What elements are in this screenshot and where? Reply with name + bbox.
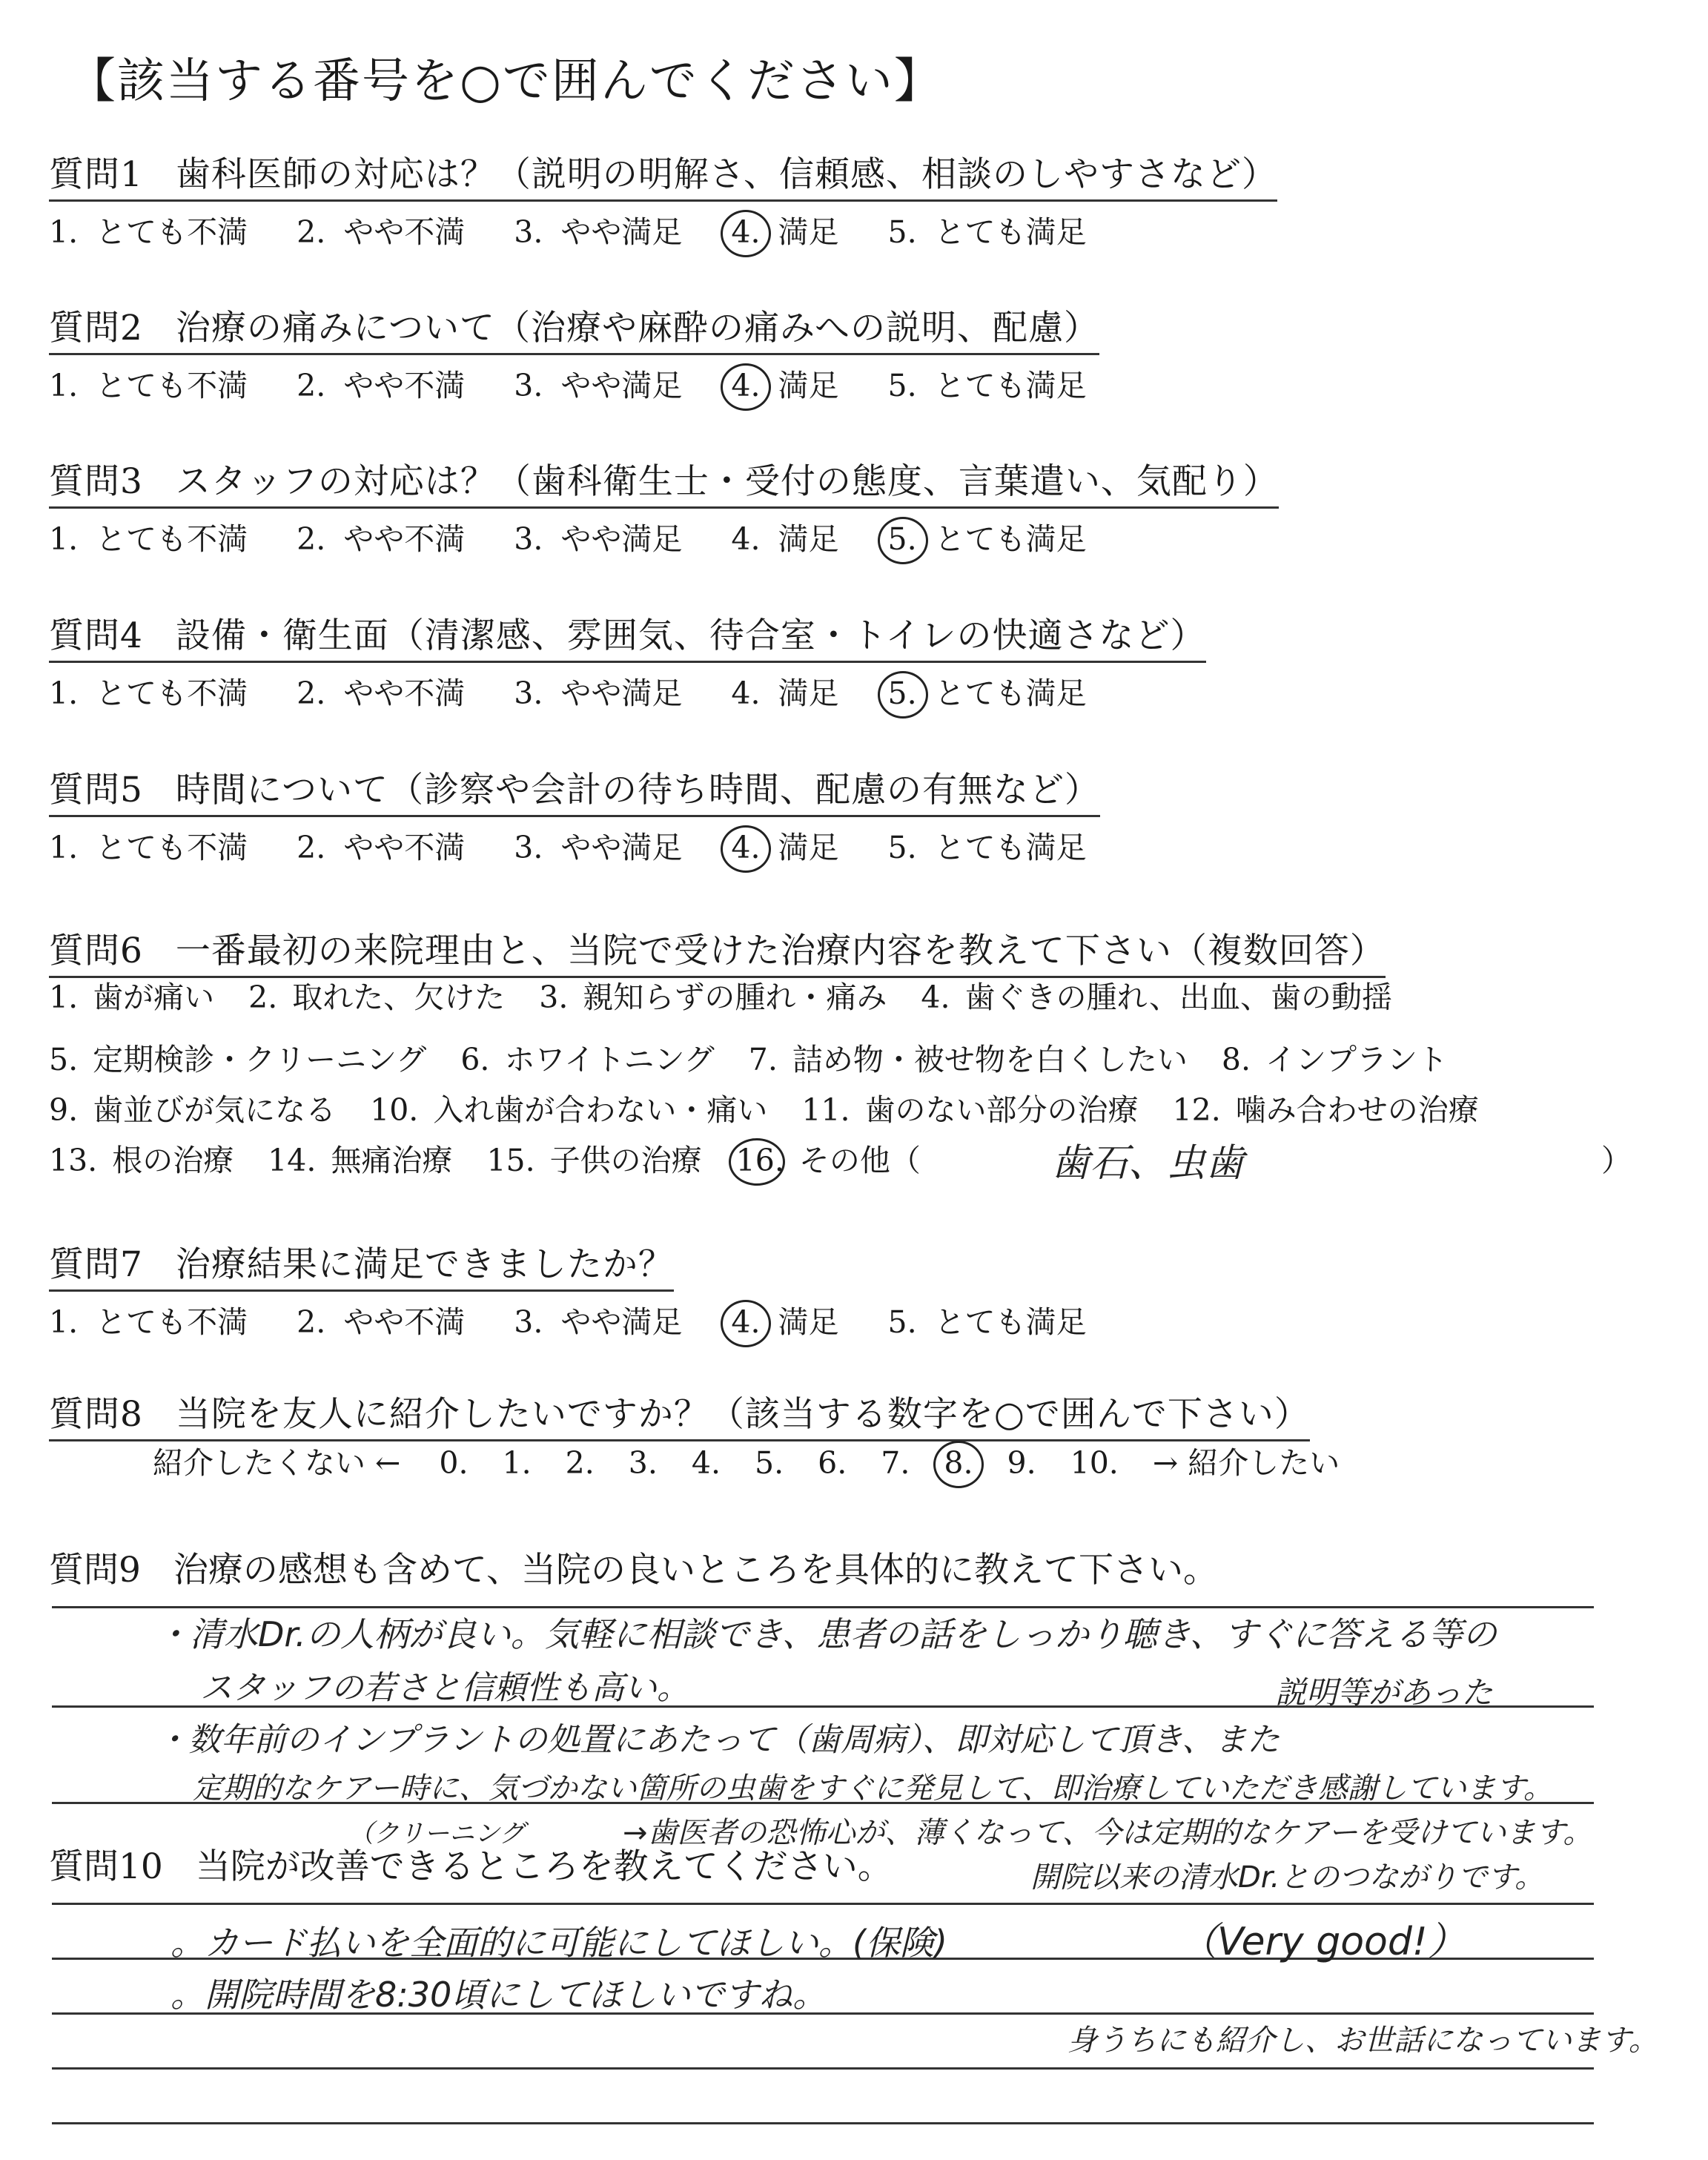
q6-option-label: その他（ — [798, 1143, 921, 1178]
q9-hand-4: ・数年前のインプラントの処置にあたって（歯周病）、即対応して頂き、また — [156, 1721, 1280, 1759]
option-number: 5. — [887, 830, 917, 865]
q6-option-number: 8. — [1221, 1042, 1251, 1077]
q6-option-number: 12. — [1172, 1092, 1221, 1128]
option-label: 満足 — [778, 368, 839, 403]
q7-option-label: 満足 — [778, 1304, 839, 1340]
option-number: 3. — [514, 368, 543, 403]
q6-option-label: 親知らずの腫れ・痛み — [583, 980, 887, 1015]
option-number: 2. — [297, 521, 326, 557]
option-number: 1. — [49, 214, 79, 250]
q6-other-close: ） — [1601, 1143, 1632, 1178]
q6-option — [749, 1035, 1188, 1079]
option — [731, 669, 838, 713]
q10-line-5 — [52, 2122, 1594, 2124]
q6-option — [460, 1035, 714, 1079]
option-label: やや不満 — [343, 214, 466, 250]
option-number: 4. — [731, 368, 760, 403]
q6-option-number: 5. — [49, 1042, 79, 1077]
q6-option — [370, 1086, 767, 1129]
question-2-options — [49, 361, 1136, 405]
q6-option-label: 入れ歯が合わない・痛い — [433, 1092, 768, 1128]
option-label: とても満足 — [934, 676, 1087, 711]
q6-option-number: 14. — [268, 1143, 317, 1178]
option-number: 4. — [731, 521, 761, 557]
option — [297, 823, 465, 867]
option-label: とても満足 — [934, 521, 1087, 557]
option-label: とても満足 — [934, 368, 1087, 403]
form-header: 【該当する番号を○で囲んでください】 — [68, 54, 943, 109]
question-4-title — [49, 608, 1206, 663]
q6-option-number: 15. — [486, 1143, 535, 1178]
option — [297, 515, 465, 558]
question-2 — [49, 300, 1136, 405]
q6-option-number: 9. — [49, 1092, 79, 1128]
question-number: 質問3 — [49, 461, 143, 502]
q6-option-label: 歯のない部分の治療 — [864, 1092, 1139, 1128]
option — [49, 361, 248, 405]
q6-option-label: 定期検診・クリーニング — [93, 1042, 427, 1077]
question-text: 治療の痛みについて（治療や麻酔の痛みへの説明、配慮） — [175, 308, 1100, 349]
option-label: とても不満 — [96, 521, 248, 557]
option-label: 満足 — [778, 214, 839, 250]
q7-option-number: 4. — [731, 1304, 760, 1340]
option — [49, 669, 248, 713]
question-4 — [49, 608, 1206, 713]
option — [888, 823, 1087, 867]
q6-option-number: 6. — [460, 1042, 490, 1077]
option — [514, 208, 682, 251]
option-label: やや満足 — [560, 368, 683, 403]
question-3-options — [49, 515, 1279, 558]
option-label: やや満足 — [560, 521, 683, 557]
q6-option — [539, 973, 887, 1017]
q7-option — [49, 1298, 248, 1341]
q6-option-label: 歯ぐきの腫れ、出血、歯の動揺 — [964, 980, 1392, 1015]
question-6 — [49, 923, 1386, 978]
q10-hand-4: 。開院時間を8:30頃にしてほしいですね。 — [171, 1975, 827, 2015]
q8-scale-value: 8. — [944, 1445, 973, 1481]
q6-row-1 — [49, 973, 1426, 1017]
option-label: とても満足 — [934, 830, 1087, 865]
question-9 — [49, 1542, 1218, 1592]
question-5-options — [49, 823, 1136, 867]
q6-option-number: 1. — [49, 980, 79, 1015]
question-9-title: 質問9 治療の感想も含めて、当院の良いところを具体的に教えて下さい。 — [49, 1550, 1218, 1591]
option-number: 2. — [297, 830, 326, 865]
option-number: 5. — [887, 214, 917, 250]
q7-option-label: やや不満 — [343, 1304, 466, 1340]
q6-option-label: 歯並びが気になる — [93, 1092, 337, 1128]
q6-option-number: 13. — [49, 1143, 98, 1178]
option — [731, 515, 838, 558]
option-label: とても不満 — [96, 214, 248, 250]
question-3 — [49, 454, 1279, 558]
q6-option — [801, 1086, 1138, 1129]
option — [731, 208, 838, 251]
option-number: 4. — [731, 830, 760, 865]
q6-row-4 — [49, 1136, 955, 1180]
option-number: 4. — [731, 676, 761, 711]
q8-scale-value: 1. — [502, 1445, 532, 1481]
option-label: やや不満 — [343, 521, 466, 557]
q7-option-label: とても不満 — [96, 1304, 248, 1340]
option-label: とても満足 — [934, 214, 1087, 250]
selection-circle — [878, 671, 928, 719]
option-number: 2. — [297, 676, 326, 711]
option — [888, 208, 1087, 251]
q9-hand-1: ・清水Dr.の人柄が良い。気軽に相談でき、患者の話をしっかり聴き、すぐに答える等の — [156, 1614, 1497, 1654]
selection-circle — [721, 1300, 771, 1347]
q6-option — [1173, 1086, 1479, 1129]
question-number: 質問2 — [49, 308, 143, 349]
selection-circle — [721, 825, 771, 873]
option-number: 3. — [514, 214, 543, 250]
question-8 — [49, 1387, 1310, 1441]
question-3-title — [49, 454, 1279, 509]
q8-scale-value: 4. — [691, 1445, 721, 1481]
question-2-title — [49, 300, 1099, 355]
option-label: 満足 — [778, 830, 839, 865]
question-6-title: 質問6 一番最初の来院理由と、当院で受けた治療内容を教えて下さい（複数回答） — [49, 923, 1386, 978]
q10-hand-3: 。カード払いを全面的に可能にしてほしい。(保険) — [171, 1923, 947, 1963]
q7-option-number: 2. — [297, 1304, 326, 1340]
option-number: 3. — [514, 521, 543, 557]
question-number: 質問5 — [49, 770, 143, 810]
q9-hand-6: （クリーニング — [348, 1819, 525, 1849]
q6-option — [486, 1136, 701, 1180]
option — [297, 669, 465, 713]
q6-option-number: 3. — [539, 980, 569, 1015]
q6-other-handwritten: 歯石、虫歯 — [1051, 1141, 1245, 1186]
q6-option-label: 子供の治療 — [549, 1143, 702, 1178]
q7-option-number: 1. — [49, 1304, 79, 1340]
option — [731, 823, 838, 867]
question-text: 設備・衛生面（清潔感、雰囲気、待合室・トイレの快適さなど） — [175, 615, 1206, 656]
question-number: 質問1 — [49, 154, 143, 195]
q6-option-number: 2. — [248, 980, 278, 1015]
selection-circle — [721, 363, 771, 411]
option-number: 1. — [49, 521, 79, 557]
q9-hand-3: 説明等があった — [1275, 1674, 1493, 1711]
option-number: 3. — [514, 830, 543, 865]
option-number: 3. — [514, 676, 543, 711]
option — [731, 361, 838, 405]
q8-scale-value: 6. — [818, 1445, 847, 1481]
question-8-scale — [153, 1439, 1368, 1482]
q7-option-label: やや満足 — [560, 1304, 683, 1340]
q7-option — [297, 1298, 465, 1341]
q10-hand-2: （Very good!） — [1179, 1920, 1466, 1964]
question-10 — [49, 1839, 893, 1889]
option-number: 2. — [297, 214, 326, 250]
question-text: スタッフの対応は？（歯科衛生士・受付の態度、言葉遣い、気配り） — [175, 461, 1279, 502]
q6-option-number: 10. — [370, 1092, 419, 1128]
option-number: 1. — [49, 830, 79, 865]
q8-scale-value: 3. — [628, 1445, 658, 1481]
question-number: 質問4 — [49, 615, 143, 656]
q8-scale-value: 0. — [439, 1445, 469, 1481]
q10-line-1 — [52, 1903, 1594, 1905]
q6-option-number: 16. — [736, 1143, 784, 1178]
q7-option — [731, 1298, 838, 1341]
option-label: やや満足 — [560, 830, 683, 865]
selection-circle — [933, 1441, 984, 1488]
q6-option-number: 11. — [801, 1092, 850, 1128]
option-label: やや不満 — [343, 368, 466, 403]
question-7-options — [49, 1298, 1136, 1341]
q9-hand-7: →歯医者の恐怖心が、薄くなって、今は定期的なケアーを受けています。 — [623, 1816, 1593, 1850]
option-number: 2. — [297, 368, 326, 403]
q6-option — [49, 973, 214, 1017]
q6-option — [1222, 1035, 1448, 1079]
q8-scale-value: 2. — [565, 1445, 595, 1481]
option-label: やや満足 — [560, 676, 683, 711]
q9-hand-5: 定期的なケアー時に、気づかない箇所の虫歯をすぐに発見して、即治療していただき感謝しています。 — [193, 1771, 1553, 1806]
option-label: とても不満 — [96, 830, 248, 865]
q7-option — [514, 1298, 682, 1341]
q6-option-number: 7. — [748, 1042, 778, 1077]
question-1-options — [49, 208, 1277, 251]
q7-option-label: とても満足 — [934, 1304, 1087, 1340]
question-7-title: 質問7 治療結果に満足できましたか？ — [49, 1237, 674, 1292]
option — [49, 823, 248, 867]
q6-option — [49, 1086, 336, 1129]
q6-row-3 — [49, 1086, 1513, 1129]
q8-scale-value: 7. — [881, 1445, 910, 1481]
option-label: とても不満 — [96, 676, 248, 711]
q6-option-label: インプラント — [1265, 1042, 1448, 1077]
q6-option — [248, 973, 505, 1017]
q6-option — [49, 1136, 234, 1180]
q7-option — [888, 1298, 1087, 1341]
question-8-title: 質問8 当院を友人に紹介したいですか？（該当する数字を○で囲んで下さい） — [49, 1387, 1310, 1441]
q10-hand-5: 身うちにも紹介し、お世話になっています。 — [1068, 2024, 1658, 2058]
option-label: 満足 — [778, 521, 839, 557]
q8-right-label: → 紹介したい — [1152, 1445, 1340, 1481]
q9-hand-2: スタッフの若さと信頼性も高い。 — [200, 1669, 689, 1707]
option-number: 1. — [49, 676, 79, 711]
q6-option — [49, 1035, 426, 1079]
option — [514, 669, 682, 713]
q6-option-label: ホワイトニング — [504, 1042, 715, 1077]
option — [888, 361, 1087, 405]
q8-scale-value: 10. — [1070, 1445, 1119, 1481]
q6-option-label: 根の治療 — [112, 1143, 234, 1178]
option — [888, 515, 1087, 558]
question-text: 歯科医師の対応は？（説明の明解さ、信頼感、相談のしやすさなど） — [175, 154, 1278, 195]
option-number: 1. — [49, 368, 79, 403]
option — [49, 208, 248, 251]
q10-hand-1: 開院以来の清水Dr.とのつながりです。 — [1030, 1860, 1545, 1895]
option — [297, 361, 465, 405]
q8-scale-value: 9. — [1007, 1445, 1036, 1481]
option — [888, 669, 1087, 713]
q6-option — [736, 1136, 921, 1180]
q6-option-label: 詰め物・被せ物を白くしたい — [792, 1042, 1188, 1077]
option — [514, 361, 682, 405]
option — [514, 823, 682, 867]
q6-option-label: 歯が痛い — [93, 980, 215, 1015]
question-7 — [49, 1237, 1136, 1341]
question-10-title: 質問10 当院が改善できるところを教えてください。 — [49, 1846, 893, 1887]
selection-circle — [878, 517, 928, 564]
question-text: 時間について（診察や会計の待ち時間、配慮の有無など） — [175, 770, 1100, 810]
option-number: 5. — [888, 676, 917, 711]
question-1 — [49, 147, 1277, 251]
question-5 — [49, 762, 1136, 867]
selection-circle — [721, 210, 771, 257]
q8-left-label: 紹介したくない ← — [153, 1445, 401, 1481]
selection-circle — [729, 1138, 785, 1186]
q6-option — [921, 973, 1392, 1017]
option-label: やや不満 — [343, 830, 466, 865]
q7-option-number: 5. — [887, 1304, 917, 1340]
option — [297, 208, 465, 251]
question-4-options — [49, 669, 1206, 713]
option-label: やや不満 — [343, 676, 466, 711]
option-label: とても不満 — [96, 368, 248, 403]
q6-option-number: 4. — [921, 980, 950, 1015]
option — [49, 515, 248, 558]
option-label: 満足 — [778, 676, 839, 711]
option — [514, 515, 682, 558]
q6-row-2 — [49, 1035, 1482, 1079]
option-label: やや満足 — [560, 214, 683, 250]
q10-line-4 — [52, 2067, 1594, 2070]
option-number: 5. — [888, 521, 917, 557]
q6-option-label: 取れた、欠けた — [292, 980, 506, 1015]
q8-scale-value: 5. — [755, 1445, 784, 1481]
option-number: 4. — [731, 214, 760, 250]
q7-option-number: 3. — [514, 1304, 543, 1340]
q6-option — [268, 1136, 452, 1180]
question-5-title — [49, 762, 1100, 817]
q6-option-label: 無痛治療 — [331, 1143, 453, 1178]
option-number: 5. — [887, 368, 917, 403]
question-1-title — [49, 147, 1277, 202]
q6-option-label: 噛み合わせの治療 — [1235, 1092, 1479, 1128]
